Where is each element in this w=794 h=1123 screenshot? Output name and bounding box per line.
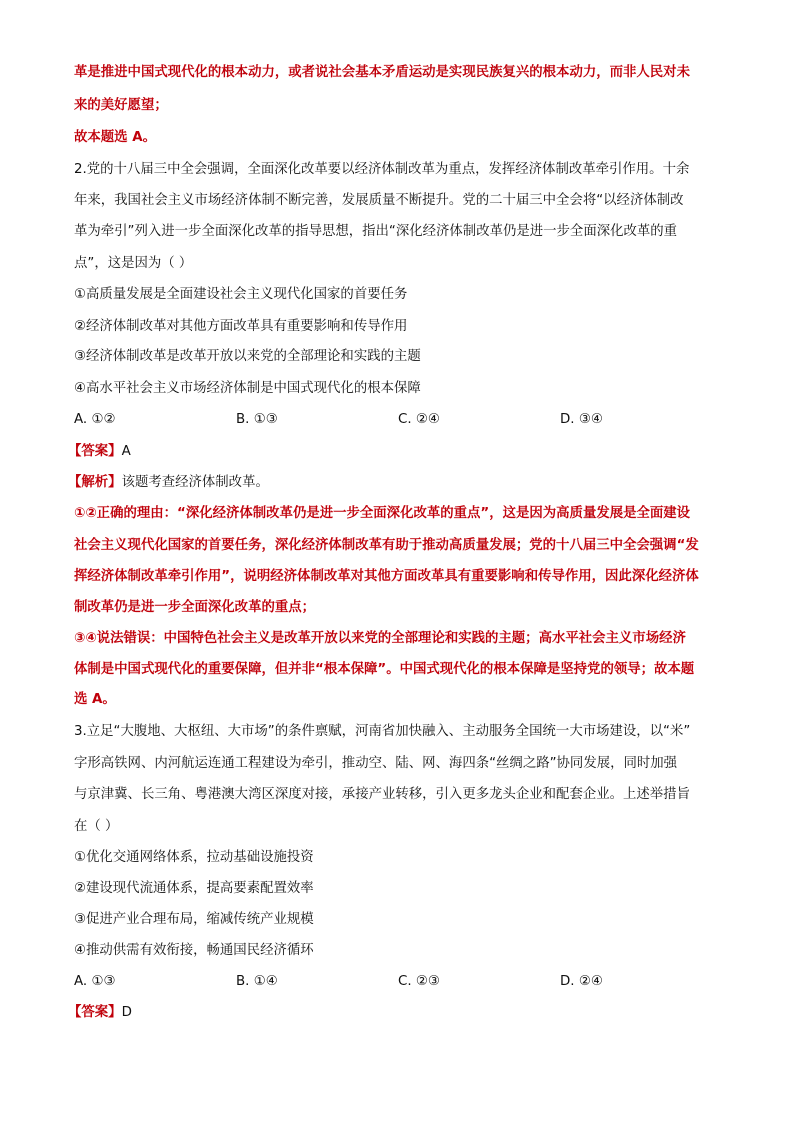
q2-analysis-header <box>68 473 269 493</box>
q2-answer <box>68 442 131 462</box>
carryover-conclusion: 故本题选 A。 <box>74 130 156 145</box>
q2-statement-2: ②经济体制改革对其他方面改革具有重要影响和传导作用 <box>74 319 408 334</box>
q2-analysis-line-5: ③④说法错误：中国特色社会主义是改革开放以来党的全部理论和实践的主题；高水平社会主义市场经济 <box>74 631 686 646</box>
q3-answer-value: D <box>121 1005 132 1020</box>
q2-analysis-intro: 该题考查经济体制改革。 <box>121 475 269 490</box>
q2-analysis-line-2: 社会主义现代化国家的首要任务，深化经济体制改革有助于推动高质量发展；党的十八届三中全会强调“发 <box>74 538 699 553</box>
q3-statement-1: ①优化交通网络体系，拉动基础设施投资 <box>74 850 314 865</box>
q2-statement-4: ④高水平社会主义市场经济体制是中国式现代化的根本保障 <box>74 381 421 396</box>
q3-stem-line-2: 字形高铁网、内河航运连通工程建设为牵引，推动空、陆、网、海四条“丝绸之路”协同发展，同时加强 <box>74 756 678 771</box>
q3-option-c: C. ②③ <box>398 974 440 989</box>
carryover-line-2: 来的美好愿望； <box>74 98 168 113</box>
q3-statement-3: ③促进产业合理布局，缩减传统产业规模 <box>74 912 314 927</box>
q2-analysis-line-4: 制改革仍是进一步全面深化改革的重点； <box>74 600 316 615</box>
q3-option-b: B. ①④ <box>236 974 278 989</box>
carryover-line-1: 革是推进中国式现代化的根本动力，或者说社会基本矛盾运动是实现民族复兴的根本动力，而非人民对未 <box>74 65 690 80</box>
q2-statement-3: ③经济体制改革是改革开放以来党的全部理论和实践的主题 <box>74 349 421 364</box>
q2-stem-line-4: 点”，这是因为（ ） <box>74 256 193 271</box>
q2-analysis-line-1: ①②正确的理由：“深化经济体制改革仍是进一步全面深化改革的重点”，这是因为高质量发展是全面建设 <box>74 506 691 521</box>
q2-analysis-line-3: 挥经济体制改革牵引作用”，说明经济体制改革对其他方面改革具有重要影响和传导作用，因此深化经济体 <box>74 569 699 584</box>
q2-statement-1: ①高质量发展是全面建设社会主义现代化国家的首要任务 <box>74 287 408 302</box>
q3-option-a: A. ①③ <box>74 974 116 989</box>
q2-option-a: A. ①② <box>74 412 116 427</box>
q2-option-b: B. ①③ <box>236 412 278 427</box>
q2-option-d: D. ③④ <box>560 412 603 427</box>
q2-analysis-tag: 【解析】 <box>68 475 122 490</box>
q3-stem-line-3: 与京津冀、长三角、粤港澳大湾区深度对接，承接产业转移，引入更多龙头企业和配套企业。上述举措旨 <box>74 787 690 802</box>
q2-options <box>74 410 734 430</box>
q2-stem-line-1: 2.党的十八届三中全会强调，全面深化改革要以经济体制改革为重点，发挥经济体制改革牵引作用。十余 <box>74 162 690 177</box>
q2-analysis-line-7: 选 A。 <box>74 692 116 707</box>
q2-answer-tag: 【答案】 <box>68 444 122 459</box>
q3-option-d: D. ②④ <box>560 974 603 989</box>
q3-options <box>74 972 734 992</box>
q3-statement-4: ④推动供需有效衔接，畅通国民经济循环 <box>74 943 314 958</box>
q2-option-c: C. ②④ <box>398 412 440 427</box>
q2-answer-value: A <box>121 444 131 459</box>
q2-stem-line-3: 革为牵引”列入进一步全面深化改革的指导思想，指出“深化经济体制改革仍是进一步全面深化改革的重 <box>74 224 678 239</box>
q3-stem-line-4: 在（ ） <box>74 819 119 834</box>
q3-answer <box>68 1003 132 1023</box>
q2-stem-line-2: 年来，我国社会主义市场经济体制不断完善，发展质量不断提升。党的二十届三中全会将“以经济体制改 <box>74 193 684 208</box>
q3-stem-line-1: 3.立足“大腹地、大枢纽、大市场”的条件禀赋，河南省加快融入、主动服务全国统一大市场建设，以“米” <box>74 724 691 739</box>
q3-statement-2: ②建设现代流通体系，提高要素配置效率 <box>74 881 314 896</box>
q3-answer-tag: 【答案】 <box>68 1005 122 1020</box>
q2-analysis-line-6: 体制是中国式现代化的重要保障，但并非“根本保障”。中国式现代化的根本保障是坚持党的领导；故本题 <box>74 662 695 677</box>
